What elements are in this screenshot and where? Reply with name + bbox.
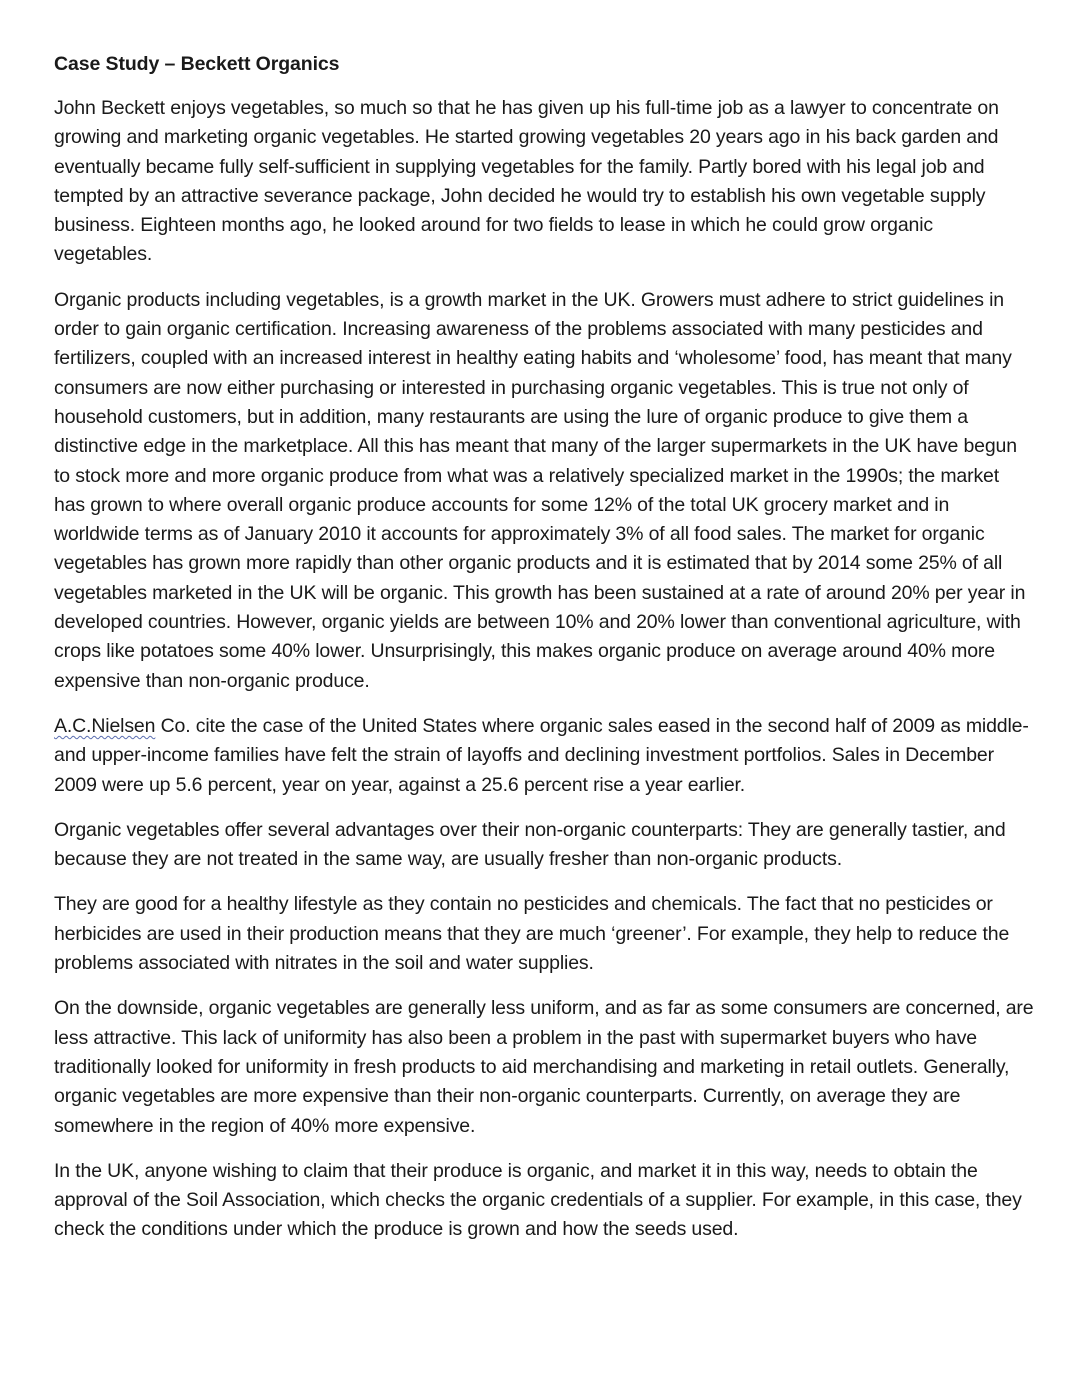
- paragraph-downside: On the downside, organic vegetables are generally less uniform, and as far as some consumers are concerned, are less attractive. This lack of uniformity has also been a problem in the past with supermarket buyers who have traditionally looked for uniformity in fresh products to aid merchandising and marketing in retail outlets. Generally, organic vegetables are more expensive than their non-organic counterparts. Currently, on average they are somewhere in the region of 40% more expensive.: [54, 997, 1034, 1137]
- document-page: [54, 50, 1034, 1261]
- paragraph-nielsen-text: Co. cite the case of the United States where organic sales eased in the second half of 2009 as middle- and upper-income families have felt the strain of layoffs and declining investment portfolios. Sales in December 2009 were up 5.6 percent, year on year, against a 25.6 percent rise a year earlier.: [54, 714, 1029, 796]
- paragraph-market: Organic products including vegetables, is a growth market in the UK. Growers must adhere to strict guidelines in order to gain organic certification. Increasing awareness of the problems associated with many pesticides and fertilizers, coupled with an increased interest in healthy eating habits and ‘wholesome’ food, has meant that many consumers are now either purchasing or interested in purchasing organic vegetables. This is true not only of household customers, but in addition, many restaurants are using the lure of organic produce to give them a distinctive edge in the marketplace. All this has meant that many of the larger supermarkets in the UK have begun to stock more and more organic produce from what was a relatively specialized market in the 1990s; the market has grown to where overall organic produce accounts for some 12% of the total UK grocery market and in worldwide terms as of January 2010 it accounts for approximately 3% of all food sales. The market for organic vegetables has grown more rapidly than other organic products and it is estimated that by 2014 some 25% of all vegetables marketed in the UK will be organic. This growth has been sustained at a rate of around 20% per year in developed countries. However, organic yields are between 10% and 20% lower than conventional agriculture, with crops like potatoes some 40% lower. Unsurprisingly, this makes organic produce on average around 40% more expensive than non-organic produce.: [54, 288, 1026, 692]
- document-title: Case Study – Beckett Organics: [54, 53, 340, 75]
- paragraph-soil-association: In the UK, anyone wishing to claim that their produce is organic, and market it in this way, needs to obtain the approval of the Soil Association, which checks the organic credentials of a supplier. For example, in this case, they check the conditions under which the produce is grown and how the seeds used.: [54, 1159, 1022, 1241]
- paragraph-healthy: They are good for a healthy lifestyle as they contain no pesticides and chemicals. The fact that no pesticides or herbicides are used in their production means that they are much ‘greener’. For example, they help to reduce the problems associated with nitrates in the soil and water supplies.: [54, 893, 1010, 975]
- paragraph-nielsen: [54, 712, 1034, 800]
- spellcheck-flagged-word: A.C.Nielsen: [54, 714, 156, 737]
- paragraph-intro: John Beckett enjoys vegetables, so much so that he has given up his full-time job as a lawyer to concentrate on growing and marketing organic vegetables. He started growing vegetables 20 years ago in his back garden and eventually became fully self-sufficient in supplying vegetables for the family. Partly bored with his legal job and tempted by an attractive severance package, John decided he would try to establish his own vegetable supply business. Eighteen months ago, he looked around for two fields to lease in which he could grow organic vegetables.: [54, 97, 999, 266]
- paragraph-advantages: Organic vegetables offer several advantages over their non-organic counterparts: They are generally tastier, and because they are not treated in the same way, are usually fresher than non-organic products.: [54, 818, 1006, 871]
